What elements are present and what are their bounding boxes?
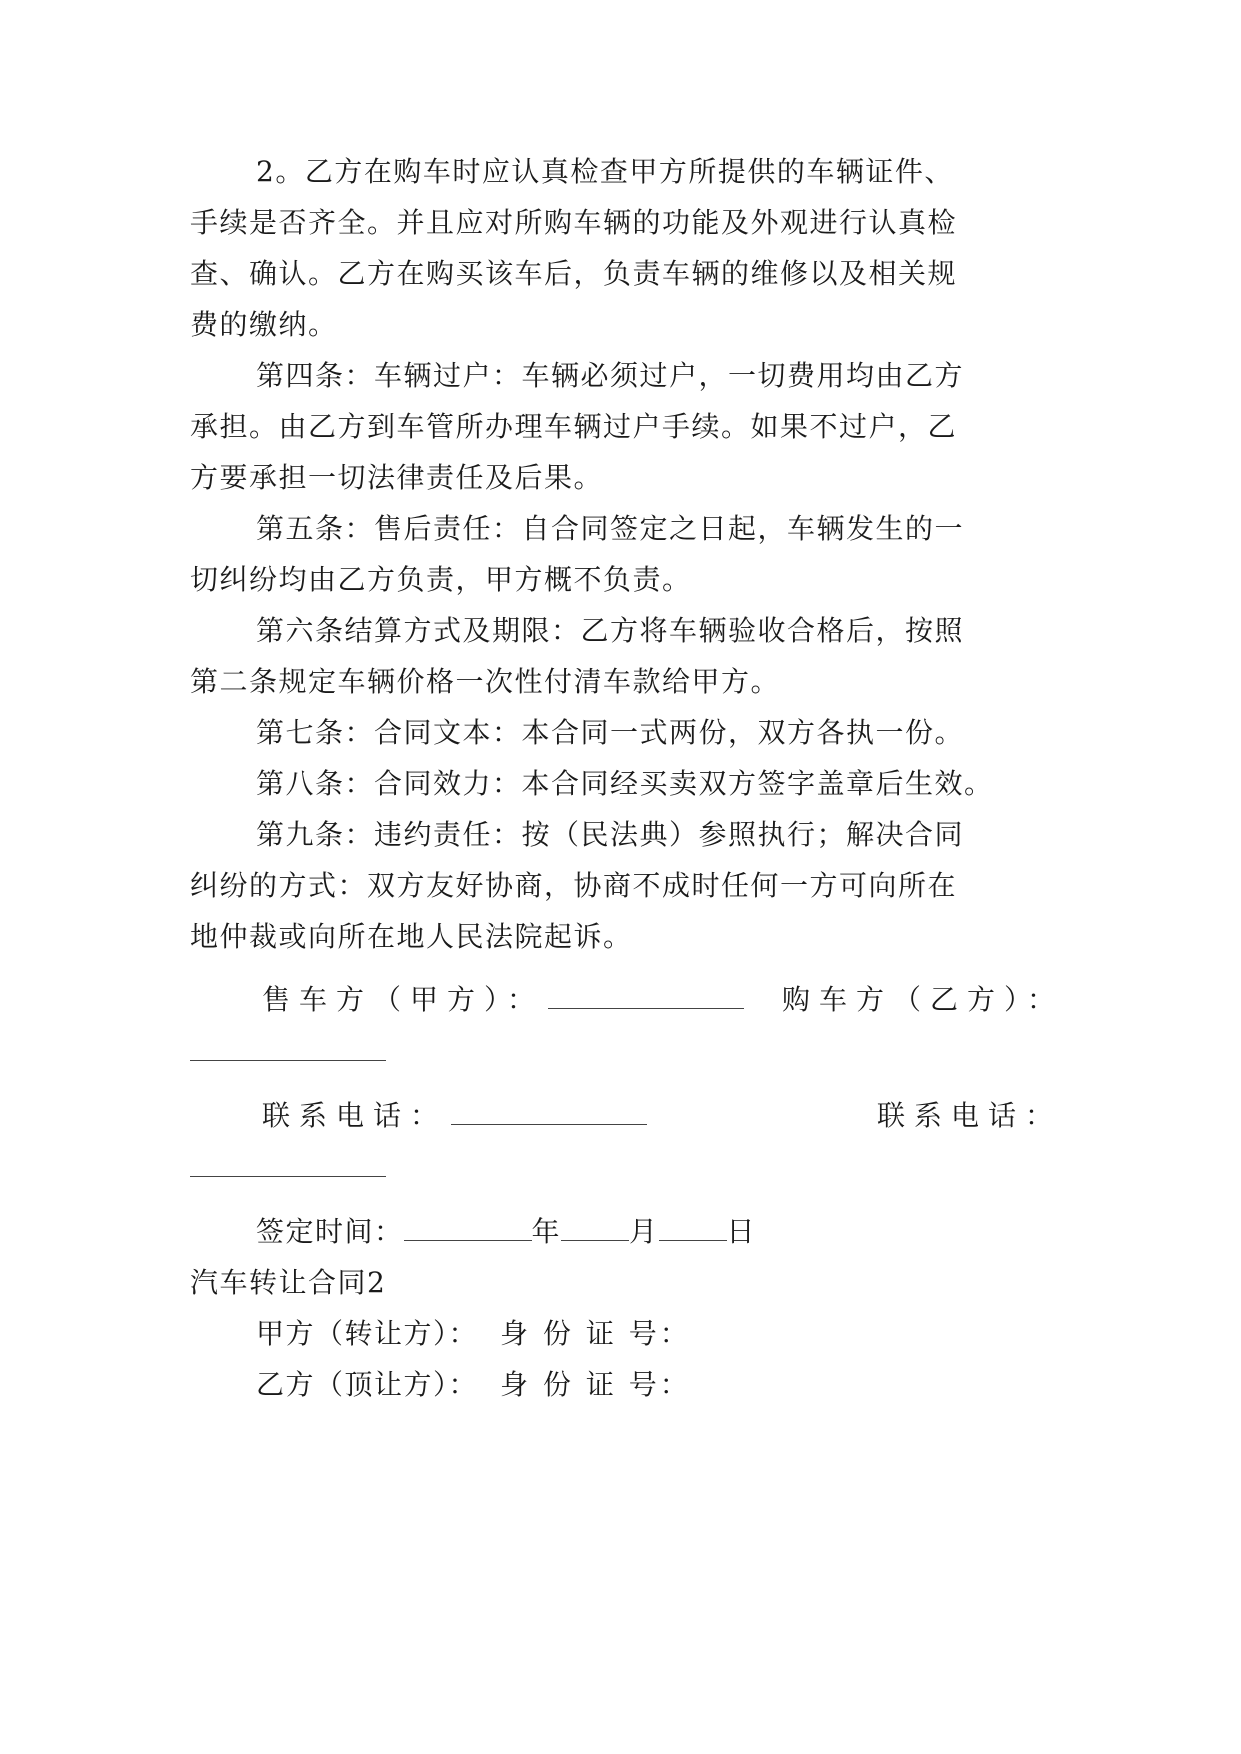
paragraph-line: 第四条：车辆过户：车辆必须过户，一切费用均由乙方 <box>256 359 965 392</box>
day-label: 日 <box>726 1215 757 1248</box>
paragraph-line: 第六条结算方式及期限：乙方将车辆验收合格后，按照 <box>256 614 965 647</box>
seller-label: 售车方（甲方）： <box>262 983 545 1016</box>
paragraph-line: 费的缴纳。 <box>190 308 338 341</box>
paragraph-line: 第八条：合同效力：本合同经买卖双方签字盖章后生效。 <box>256 767 994 800</box>
buyer-signature-blank[interactable] <box>190 1060 386 1061</box>
party-b-label: 乙方（顶让方）： <box>256 1368 479 1401</box>
paragraph-line: 切纠纷均由乙方负责，甲方概不负责。 <box>190 563 692 596</box>
contract-title: 汽车转让合同2 <box>190 1266 387 1299</box>
party-b-row <box>256 1365 1076 1405</box>
date-row <box>256 1212 1076 1252</box>
month-blank[interactable] <box>561 1214 629 1241</box>
paragraph-line: 方要承担一切法律责任及后果。 <box>190 461 604 494</box>
paragraph-line: 承担。由乙方到车管所办理车辆过户手续。如果不过户，乙 <box>190 410 958 443</box>
month-label: 月 <box>629 1215 659 1248</box>
party-b-id-label: 身 份 证 号： <box>500 1368 691 1401</box>
buyer-phone-blank[interactable] <box>190 1176 386 1177</box>
signature-row <box>262 980 1082 1020</box>
seller-phone-label: 联系电话： <box>262 1099 448 1132</box>
buyer-phone-label: 联系电话： <box>877 1099 1063 1132</box>
paragraph-line: 第五条：售后责任：自合同签定之日起，车辆发生的一 <box>256 512 965 545</box>
paragraph-line: 2。乙方在购车时应认真检查甲方所提供的车辆证件、 <box>256 155 954 188</box>
paragraph-line: 地仲裁或向所在地人民法院起诉。 <box>190 920 633 953</box>
paragraph-line: 第二条规定车辆价格一次性付清车款给甲方。 <box>190 665 781 698</box>
seller-phone-blank[interactable] <box>451 1098 647 1125</box>
paragraph-line: 第七条：合同文本：本合同一式两份，双方各执一份。 <box>256 716 965 749</box>
party-a-id-label: 身 份 证 号： <box>500 1317 691 1350</box>
year-label: 年 <box>531 1215 562 1248</box>
year-blank[interactable] <box>404 1214 532 1241</box>
buyer-label: 购车方（乙方）： <box>782 983 1065 1016</box>
party-a-row <box>256 1314 1076 1354</box>
phone-row <box>262 1096 1082 1136</box>
party-a-label: 甲方（转让方）： <box>256 1317 479 1350</box>
date-label: 签定时间： <box>256 1215 404 1248</box>
paragraph-line: 查、确认。乙方在购买该车后，负责车辆的维修以及相关规 <box>190 257 958 290</box>
paragraph-line: 手续是否齐全。并且应对所购车辆的功能及外观进行认真检 <box>190 206 958 239</box>
paragraph-line: 纠纷的方式：双方友好协商，协商不成时任何一方可向所在 <box>190 869 958 902</box>
paragraph-line: 第九条：违约责任：按（民法典）参照执行；解决合同 <box>256 818 965 851</box>
seller-signature-blank[interactable] <box>548 982 744 1009</box>
day-blank[interactable] <box>659 1214 727 1241</box>
